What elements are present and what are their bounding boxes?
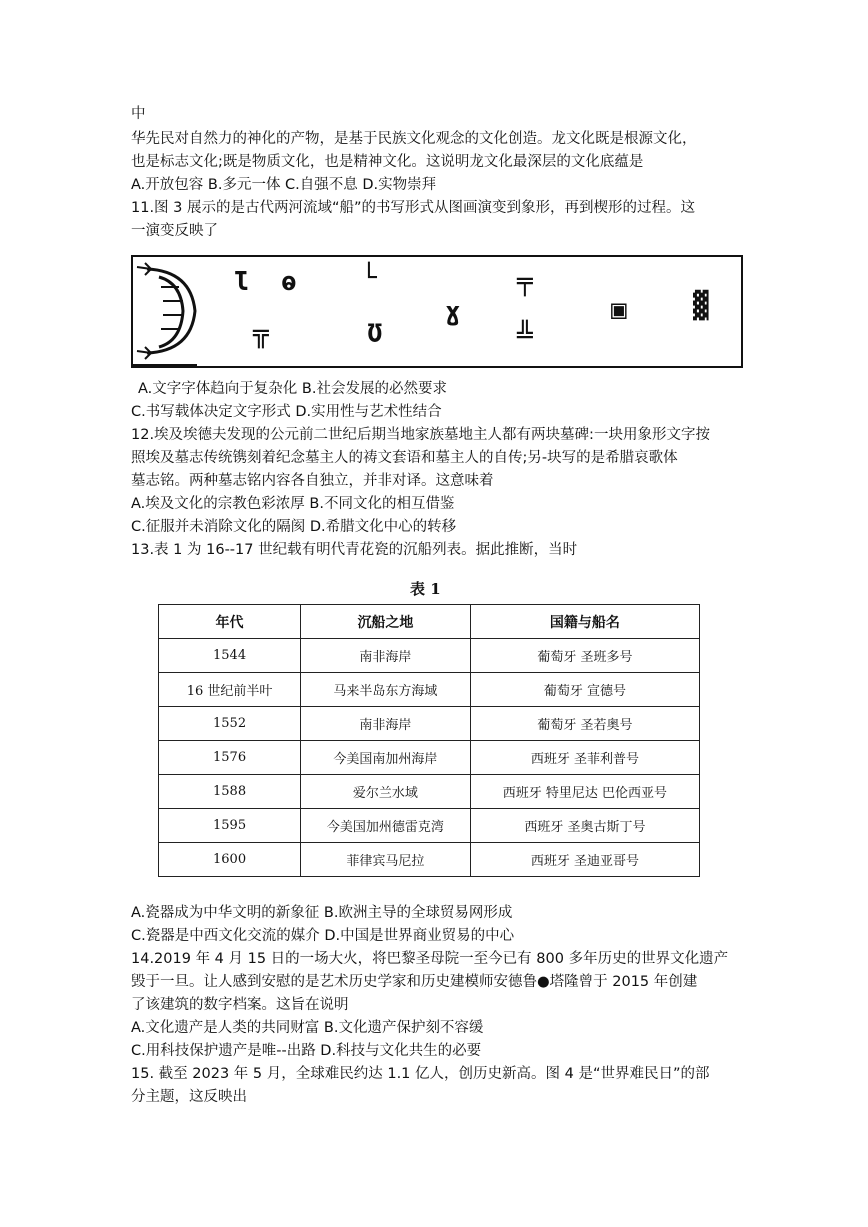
option-line: A.文化遗产是人类的共同财富 B.文化遗产保护刻不容缓 [131,1020,484,1036]
question-15: 15. 截至 2023 年 5 月，全球难民约达 1.1 亿人，创历史新高。图 4 是“世界难民日”的部 [131,1066,710,1082]
glyph-icon: ╤ [517,267,533,297]
table-row [159,639,700,673]
table-cell: 1576 [159,741,301,775]
text-line: 毁于一旦。让人感到安慰的是艺术历史学家和历史建模师安德鲁●塔隆曾于 2015 年创建 [131,974,698,990]
figure-3-ship-glyphs [131,255,743,368]
option-line: C.书写载体决定文字形式 D.实用性与艺术性结合 [131,404,442,420]
glyph-icon: ▣ [611,295,627,325]
text-line: 分主题，这反映出 [131,1089,247,1105]
header-location: 沉船之地 [301,605,471,639]
table-cell: 马来半岛东方海域 [301,673,471,707]
table-cell: 葡萄牙 圣班多号 [470,639,699,673]
option-line: A.文字字体趋向于复杂化 B.社会发展的必然要求 [138,381,447,397]
table-cell: 西班牙 圣菲利普号 [470,741,699,775]
table-cell: 今美国加州德雷克湾 [301,809,471,843]
table-row [159,809,700,843]
question-11: 11.图 3 展示的是古代两河流域“船”的书写形式从图画演变到象形，再到楔形的过程。这 [131,200,696,216]
text-line: 一演变反映了 [131,223,218,239]
table-header-row [159,605,700,639]
shipwreck-table [158,604,700,877]
table-cell: 1544 [159,639,301,673]
question-14: 14.2019 年 4 月 15 日的一场大火，将巴黎圣母院一至今已有 800 多年历史的世界文化遗产 [131,951,729,967]
table-cell: 16 世纪前半叶 [159,673,301,707]
glyph-icon: ╦ [253,319,269,349]
table-cell: 西班牙 圣奥古斯丁号 [470,809,699,843]
glyph-icon: ⱺ [281,267,297,297]
table-row [159,707,700,741]
table-caption: 表 1 [410,580,441,598]
text-line: 照埃及墓志传统镌刻着纪念墓主人的祷文套语和墓主人的自传;另-块写的是希腊哀歌体 [131,450,678,466]
table-cell: 南非海岸 [301,707,471,741]
table-cell: 西班牙 圣迪亚哥号 [470,843,699,877]
table-cell: 葡萄牙 宣德号 [470,673,699,707]
option-line: A.瓷器成为中华文明的新象征 B.欧洲主导的全球贸易网形成 [131,905,513,921]
table-row [159,775,700,809]
table-cell: 1588 [159,775,301,809]
table-cell: 1595 [159,809,301,843]
text-line: 了该建筑的数字档案。这旨在说明 [131,997,349,1013]
table-cell: 葡萄牙 圣若奥号 [470,707,699,741]
glyph-icon: ɣ [445,297,461,327]
option-line: A.开放包容 B.多元一体 C.自强不息 D.实物崇拜 [131,177,437,193]
table-row [159,843,700,877]
table-cell: 1552 [159,707,301,741]
glyph-icon: └ [361,263,377,293]
table-cell: 爱尔兰水域 [301,775,471,809]
text-line: 中 [131,106,146,122]
question-13: 13.表 1 为 16--17 世纪载有明代青花瓷的沉船列表。据此推断，当时 [131,542,578,558]
table-cell: 菲律宾马尼拉 [301,843,471,877]
option-line: C.用科技保护遗产是唯--出路 D.科技与文化共生的必要 [131,1043,482,1059]
text-line: 墓志铭。两种墓志铭内容各自独立，并非对译。这意味着 [131,473,494,489]
ship-pictograph-icon [133,257,233,366]
text-line: 也是标志文化;既是物质文化，也是精神文化。这说明龙文化最深层的文化底蕴是 [131,154,644,170]
table-cell: 今美国南加州海岸 [301,741,471,775]
table-row [159,741,700,775]
option-line: C.征服并未消除文化的隔阂 D.希腊文化中心的转移 [131,519,457,535]
header-ship: 国籍与船名 [470,605,699,639]
glyph-icon: Ʊ [367,319,383,349]
table-cell: 西班牙 特里尼达 巴伦西亚号 [470,775,699,809]
table-cell: 1600 [159,843,301,877]
table-row [159,673,700,707]
option-line: C.瓷器是中西文化交流的媒介 D.中国是世界商业贸易的中心 [131,928,515,944]
glyph-icon: ▓ [693,291,709,321]
header-year: 年代 [159,605,301,639]
option-line: A.埃及文化的宗教色彩浓厚 B.不同文化的相互借鉴 [131,496,455,512]
glyph-icon: Ɩ [233,267,249,297]
question-12: 12.埃及埃德夫发现的公元前二世纪后期当地家族墓地主人都有两块墓碑:一块用象形文字按 [131,427,710,443]
glyph-icon: ╩ [517,321,533,351]
table-cell: 南非海岸 [301,639,471,673]
text-line: 华先民对自然力的神化的产物，是基于民族文化观念的文化创造。龙文化既是根源文化， [131,131,697,147]
